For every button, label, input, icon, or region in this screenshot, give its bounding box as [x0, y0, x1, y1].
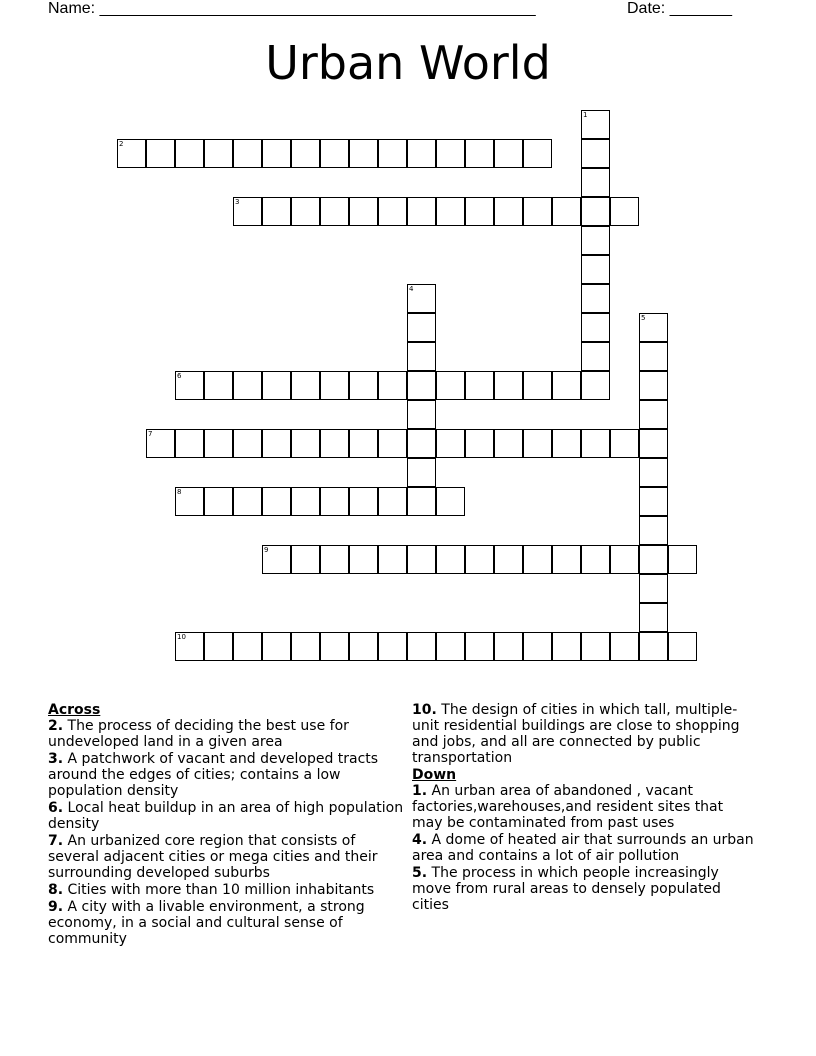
grid-cell[interactable] — [407, 632, 436, 661]
grid-cell[interactable] — [175, 139, 204, 168]
grid-cell[interactable] — [552, 197, 581, 226]
grid-cell[interactable] — [523, 429, 552, 458]
grid-cell[interactable] — [320, 545, 349, 574]
grid-cell[interactable] — [436, 545, 465, 574]
clue-number: 9 — [264, 546, 269, 554]
grid-cell[interactable] — [349, 545, 378, 574]
grid-cell[interactable] — [204, 429, 233, 458]
grid-cell[interactable] — [291, 139, 320, 168]
grid-cell[interactable] — [523, 197, 552, 226]
grid-cell[interactable] — [378, 632, 407, 661]
clue-number: 2 — [119, 140, 124, 148]
grid-cell[interactable] — [378, 197, 407, 226]
grid-cell[interactable] — [610, 632, 639, 661]
down-heading: Down — [412, 767, 457, 783]
grid-cell[interactable] — [204, 371, 233, 400]
grid-cell[interactable] — [117, 139, 146, 168]
grid-cell[interactable] — [465, 545, 494, 574]
clue-across-9: 9. A city with a livable environment, a strong economy, in a social and cultural sense of community — [48, 899, 365, 947]
grid-cell[interactable] — [494, 429, 523, 458]
grid-cell[interactable] — [465, 139, 494, 168]
grid-cell[interactable] — [262, 632, 291, 661]
grid-cell[interactable] — [204, 139, 233, 168]
clue-down-5: 5. The process in which people increasingly move from rural areas to densely populated cities — [412, 865, 721, 913]
grid-cell[interactable] — [291, 197, 320, 226]
grid-cell[interactable] — [378, 429, 407, 458]
grid-cell[interactable] — [639, 458, 668, 487]
grid-cell[interactable] — [436, 487, 465, 516]
clue-number: 6 — [177, 372, 182, 380]
grid-cell[interactable] — [320, 429, 349, 458]
grid-cell[interactable] — [291, 487, 320, 516]
grid-cell[interactable] — [378, 545, 407, 574]
grid-cell[interactable] — [581, 313, 610, 342]
grid-cell[interactable] — [407, 429, 436, 458]
clue-number: 4 — [409, 285, 414, 293]
grid-cell[interactable] — [494, 545, 523, 574]
grid-cell[interactable] — [465, 632, 494, 661]
grid-cell[interactable] — [262, 139, 291, 168]
grid-cell[interactable] — [523, 632, 552, 661]
across-heading: Across — [48, 702, 101, 718]
grid-cell[interactable] — [378, 487, 407, 516]
clue-number: 5 — [641, 314, 646, 322]
grid-cell[interactable] — [291, 545, 320, 574]
grid-cell[interactable] — [320, 197, 349, 226]
grid-cell[interactable] — [552, 429, 581, 458]
grid-cell[interactable] — [581, 342, 610, 371]
clues-column-right — [412, 702, 757, 914]
grid-cell[interactable] — [407, 458, 436, 487]
grid-cell[interactable] — [581, 168, 610, 197]
grid-cell[interactable] — [639, 632, 668, 661]
grid-cell[interactable] — [262, 197, 291, 226]
grid-cell[interactable] — [407, 197, 436, 226]
grid-cell[interactable] — [581, 545, 610, 574]
clue-number: 3 — [235, 198, 240, 206]
clue-down-4: 4. A dome of heated air that surrounds an urban area and contains a lot of air pollution — [412, 832, 754, 864]
grid-cell[interactable] — [349, 429, 378, 458]
grid-cell[interactable] — [610, 545, 639, 574]
grid-cell[interactable] — [581, 226, 610, 255]
grid-cell[interactable] — [639, 371, 668, 400]
grid-cell[interactable] — [581, 429, 610, 458]
grid-cell[interactable] — [233, 371, 262, 400]
grid-cell[interactable] — [262, 487, 291, 516]
grid-cell[interactable] — [581, 255, 610, 284]
grid-cell[interactable] — [291, 429, 320, 458]
clues-column-left — [48, 702, 406, 948]
grid-cell[interactable] — [465, 197, 494, 226]
grid-cell[interactable] — [407, 313, 436, 342]
grid-cell[interactable] — [552, 371, 581, 400]
grid-cell[interactable] — [523, 371, 552, 400]
grid-cell[interactable] — [494, 632, 523, 661]
grid-cell[interactable] — [407, 487, 436, 516]
grid-cell[interactable] — [233, 632, 262, 661]
grid-cell[interactable] — [639, 313, 668, 342]
grid-cell[interactable] — [581, 632, 610, 661]
grid-cell[interactable] — [378, 371, 407, 400]
grid-cell[interactable] — [494, 371, 523, 400]
grid-cell[interactable] — [262, 545, 291, 574]
grid-cell[interactable] — [494, 197, 523, 226]
grid-cell[interactable] — [349, 632, 378, 661]
grid-cell[interactable] — [407, 342, 436, 371]
grid-cell[interactable] — [436, 632, 465, 661]
clue-number: 8 — [177, 488, 182, 496]
grid-cell[interactable] — [494, 139, 523, 168]
grid-cell[interactable] — [175, 487, 204, 516]
clue-across-3: 3. A patchwork of vacant and developed tracts around the edges of cities; contains a low population density — [48, 751, 379, 799]
clue-number: 10 — [177, 633, 186, 641]
grid-cell[interactable] — [552, 545, 581, 574]
grid-cell[interactable] — [233, 197, 262, 226]
grid-cell[interactable] — [349, 197, 378, 226]
clue-number: 7 — [148, 430, 153, 438]
grid-cell[interactable] — [291, 632, 320, 661]
grid-cell[interactable] — [581, 371, 610, 400]
grid-cell[interactable] — [639, 487, 668, 516]
grid-cell[interactable] — [407, 284, 436, 313]
grid-cell[interactable] — [465, 371, 494, 400]
clue-number: 1 — [583, 111, 588, 119]
clue-across-2: 2. The process of deciding the best use for undeveloped land in a given area — [48, 718, 349, 750]
grid-cell[interactable] — [639, 574, 668, 603]
grid-cell[interactable] — [668, 632, 697, 661]
grid-cell[interactable] — [407, 545, 436, 574]
grid-cell[interactable] — [175, 429, 204, 458]
grid-cell[interactable] — [262, 429, 291, 458]
grid-cell[interactable] — [320, 632, 349, 661]
clue-across-10: 10. The design of cities in which tall, multiple-unit residential buildings are close to shopping and jobs, and all are connected by public transportation — [412, 702, 740, 766]
grid-cell[interactable] — [610, 197, 639, 226]
grid-cell[interactable] — [320, 139, 349, 168]
grid-cell[interactable] — [349, 371, 378, 400]
grid-cell[interactable] — [668, 545, 697, 574]
grid-cell[interactable] — [204, 632, 233, 661]
grid-cell[interactable] — [639, 429, 668, 458]
grid-cell[interactable] — [581, 197, 610, 226]
clue-down-1: 1. An urban area of abandoned , vacant factories,warehouses,and resident sites that may be contaminated from past uses — [412, 783, 724, 831]
grid-cell[interactable] — [349, 487, 378, 516]
grid-cell[interactable] — [581, 284, 610, 313]
date-field[interactable]: Date: _______ — [627, 0, 732, 17]
clue-across-7: 7. An urbanized core region that consists of several adjacent cities or mega cities and their surrounding developed suburbs — [48, 833, 378, 881]
grid-cell[interactable] — [262, 371, 291, 400]
grid-cell[interactable] — [407, 371, 436, 400]
grid-cell[interactable] — [639, 545, 668, 574]
grid-cell[interactable] — [407, 400, 436, 429]
grid-cell[interactable] — [436, 371, 465, 400]
grid-cell[interactable] — [436, 139, 465, 168]
grid-cell[interactable] — [146, 429, 175, 458]
grid-cell[interactable] — [320, 487, 349, 516]
grid-cell[interactable] — [581, 139, 610, 168]
grid-cell[interactable] — [349, 139, 378, 168]
grid-cell[interactable] — [465, 429, 494, 458]
grid-cell[interactable] — [407, 139, 436, 168]
grid-cell[interactable] — [378, 139, 407, 168]
name-field[interactable]: Name: _________________________________________________ — [48, 0, 536, 17]
clue-across-8: 8. Cities with more than 10 million inhabitants — [48, 882, 375, 898]
grid-cell[interactable] — [639, 603, 668, 632]
page-title: Urban World — [265, 36, 551, 90]
grid-cell[interactable] — [233, 139, 262, 168]
grid-cell[interactable] — [552, 632, 581, 661]
grid-cell[interactable] — [436, 197, 465, 226]
clue-across-6: 6. Local heat buildup in an area of high population density — [48, 800, 404, 832]
grid-cell[interactable] — [291, 371, 320, 400]
grid-cell[interactable] — [320, 371, 349, 400]
grid-cell[interactable] — [204, 487, 233, 516]
grid-cell[interactable] — [523, 545, 552, 574]
grid-cell[interactable] — [639, 400, 668, 429]
grid-cell[interactable] — [175, 371, 204, 400]
grid-cell[interactable] — [436, 429, 465, 458]
grid-cell[interactable] — [175, 632, 204, 661]
grid-cell[interactable] — [233, 487, 262, 516]
grid-cell[interactable] — [639, 342, 668, 371]
grid-cell[interactable] — [610, 429, 639, 458]
grid-cell[interactable] — [639, 516, 668, 545]
grid-cell[interactable] — [523, 139, 552, 168]
grid-cell[interactable] — [581, 110, 610, 139]
grid-cell[interactable] — [146, 139, 175, 168]
grid-cell[interactable] — [233, 429, 262, 458]
